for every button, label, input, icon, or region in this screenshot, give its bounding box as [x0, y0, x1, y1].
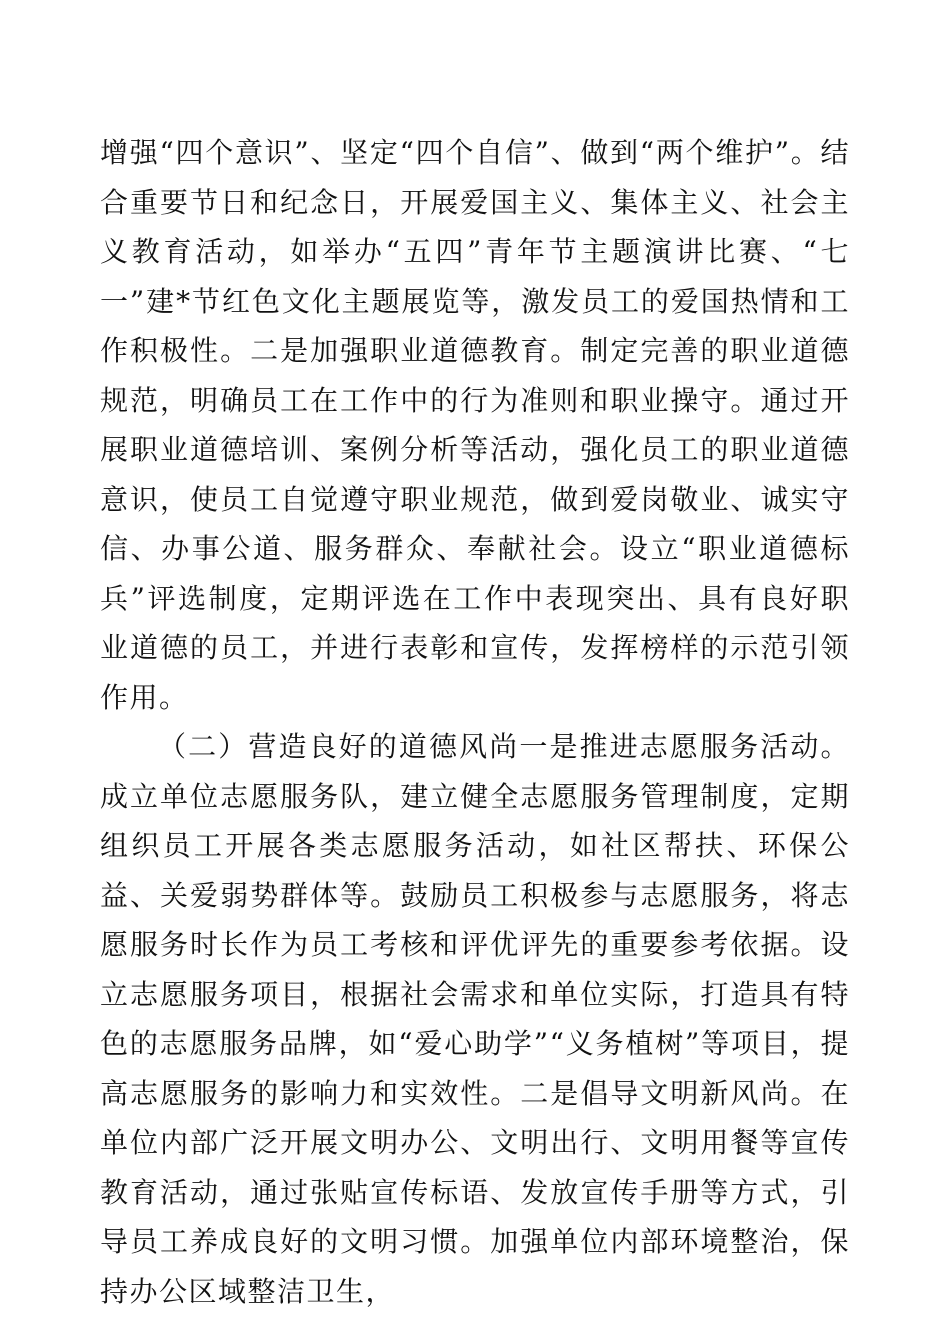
paragraph-continuation: 增强“四个意识”、坚定“四个自信”、做到“两个维护”。结合重要节日和纪念日，开展爱国主义、集体主义、社会主义教育活动，如举办“五四”青年节主题演讲比赛、“七一”建*节红色文化主题展览等，激发员工的爱国热情和工作积极性。二是加强职业道德教育。制定完善的职业道德规范，明确员工在工作中的行为准则和职业操守。通过开展职业道德培训、案例分析等活动，强化员工的职业道德意识，使员工自觉遵守职业规范，做到爱岗敬业、诚实守信、办事公道、服务群众、奉献社会。设立“职业道德标兵”评选制度，定期评选在工作中表现突出、具有良好职业道德的员工，并进行表彰和宣传，发挥榜样的示范引领作用。	[100, 136, 850, 714]
document-body	[100, 128, 850, 1316]
paragraph-section-two: （二）营造良好的道德风尚一是推进志愿服务活动。成立单位志愿服务队，建立健全志愿服务管理制度，定期组织员工开展各类志愿服务活动，如社区帮扶、环保公益、关爱弱势群体等。鼓励员工积极参与志愿服务，将志愿服务时长作为员工考核和评优评先的重要参考依据。设立志愿服务项目，根据社会需求和单位实际，打造具有特色的志愿服务品牌，如“爱心助学”“义务植树”等项目，提高志愿服务的影响力和实效性。二是倡导文明新风尚。在单位内部广泛开展文明办公、文明出行、文明用餐等宣传教育活动，通过张贴宣传标语、发放宣传手册等方式，引导员工养成良好的文明习惯。加强单位内部环境整治，保持办公区域整洁卫生，	[100, 730, 850, 1308]
